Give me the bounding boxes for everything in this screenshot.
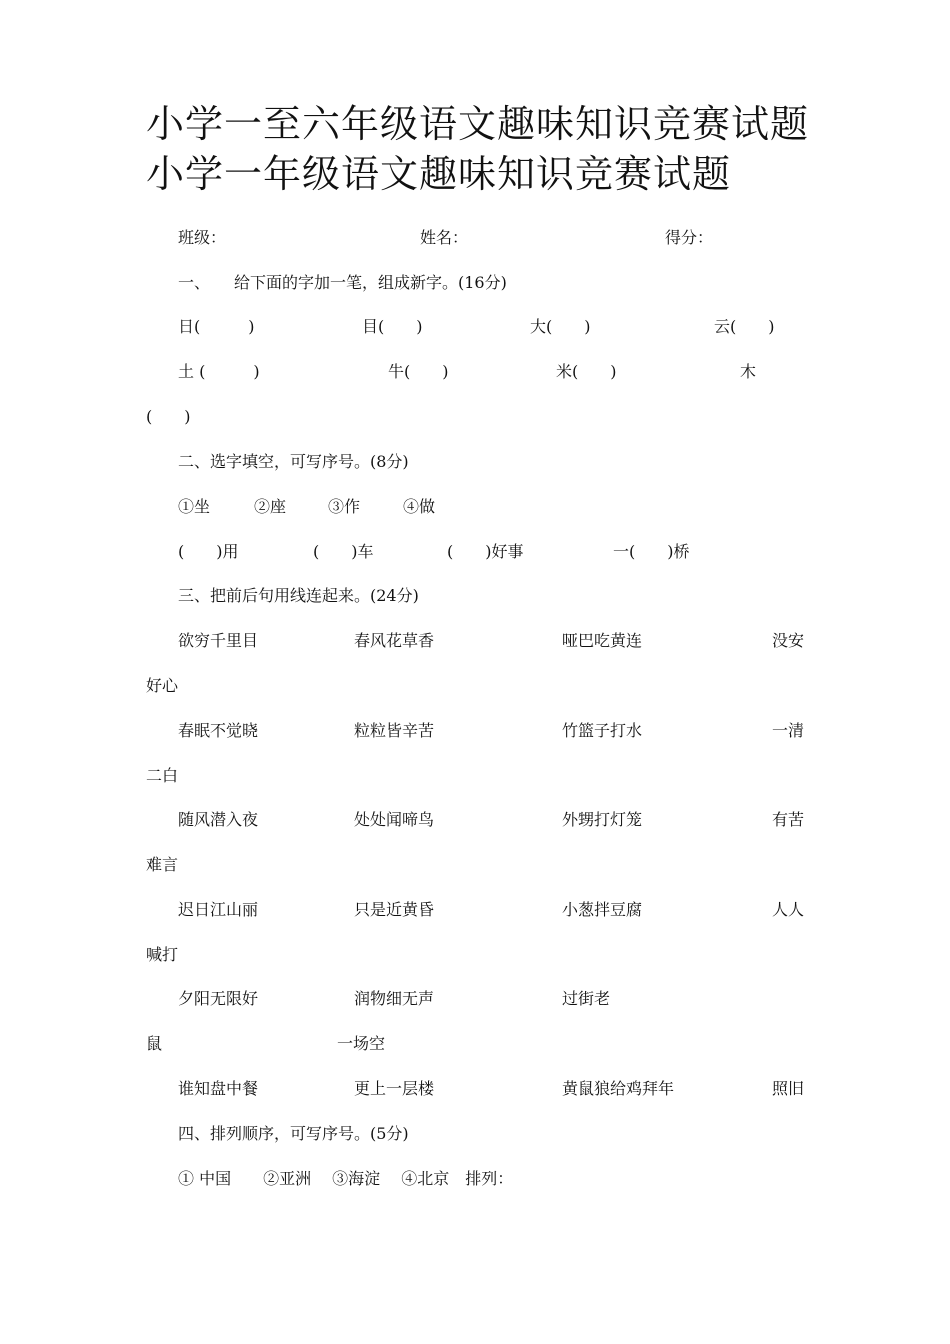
q3-phrase: 春眠不觉晓 [178,721,259,740]
q3-phrase: 欲穷千里目 [178,631,259,650]
q3-phrase: 谁知盘中餐 [178,1079,259,1098]
q3-heading: 三、把前后句用线连起来。(24分) [178,586,419,605]
q3-phrase: 更上一层楼 [354,1079,435,1098]
q2-blank: 一( )桥 [613,542,690,561]
q2-option: ①坐 [178,497,211,516]
q3-phrase: 没安 [772,631,805,650]
q1-item: 木 [740,362,757,381]
q3-phrase-wrap: 难言 [146,855,179,874]
q2-option: ②座 [254,497,287,516]
q3-phrase-wrap: 二白 [146,766,179,785]
q3-phrase-wrap: 一场空 [337,1034,386,1053]
q3-phrase: 哑巴吃黄连 [562,631,643,650]
sub-title: 小学一年级语文趣味知识竞赛试题 [146,152,732,196]
class-label: 班级： [178,228,227,247]
q1-item: 日( ) [178,317,255,336]
q4-items: ① 中国 ②亚洲 ③海淀 ④北京 排列： [178,1169,514,1188]
q2-blank: ( )好事 [447,542,524,561]
q3-phrase: 随风潜入夜 [178,810,259,829]
q1-heading: 一、 给下面的字加一笔，组成新字。(16分) [178,273,507,292]
q3-phrase: 迟日江山丽 [178,900,259,919]
q3-phrase-wrap: 鼠 [146,1034,163,1053]
name-label: 姓名： [420,228,469,247]
q3-phrase-wrap: 好心 [146,676,179,695]
q3-phrase: 春风花草香 [354,631,435,650]
q1-item: 云( ) [714,317,775,336]
q3-phrase: 一清 [772,721,805,740]
q2-blank: ( )车 [313,542,374,561]
q3-phrase: 小葱拌豆腐 [562,900,643,919]
q3-phrase: 润物细无声 [354,989,435,1008]
q3-phrase: 过街老 [562,989,611,1008]
q1-item-wrap: ( ) [146,407,191,426]
q2-heading: 二、选字填空，可写序号。(8分) [178,452,409,471]
q1-item: 牛( ) [388,362,449,381]
q2-option: ④做 [403,497,436,516]
q2-option: ③作 [328,497,361,516]
q1-item: 米( ) [556,362,617,381]
q3-phrase: 只是近黄昏 [354,900,435,919]
q3-phrase: 有苦 [772,810,805,829]
q3-phrase: 人人 [772,900,805,919]
q4-heading: 四、排列顺序，可写序号。(5分) [178,1124,409,1143]
q3-phrase: 处处闻啼鸟 [354,810,435,829]
q3-phrase: 外甥打灯笼 [562,810,643,829]
score-label: 得分： [665,228,714,247]
q3-phrase: 黄鼠狼给鸡拜年 [562,1079,675,1098]
q1-item: 大( ) [530,317,591,336]
main-title: 小学一至六年级语文趣味知识竞赛试题 [146,102,810,146]
q1-item: 土 ( ) [178,362,260,381]
q3-phrase-wrap: 喊打 [146,945,179,964]
q3-phrase: 粒粒皆辛苦 [354,721,435,740]
q3-phrase: 竹篮子打水 [562,721,643,740]
q3-phrase: 照旧 [772,1079,805,1098]
q1-item: 目( ) [362,317,423,336]
q3-phrase: 夕阳无限好 [178,989,259,1008]
q2-blank: ( )用 [178,542,239,561]
